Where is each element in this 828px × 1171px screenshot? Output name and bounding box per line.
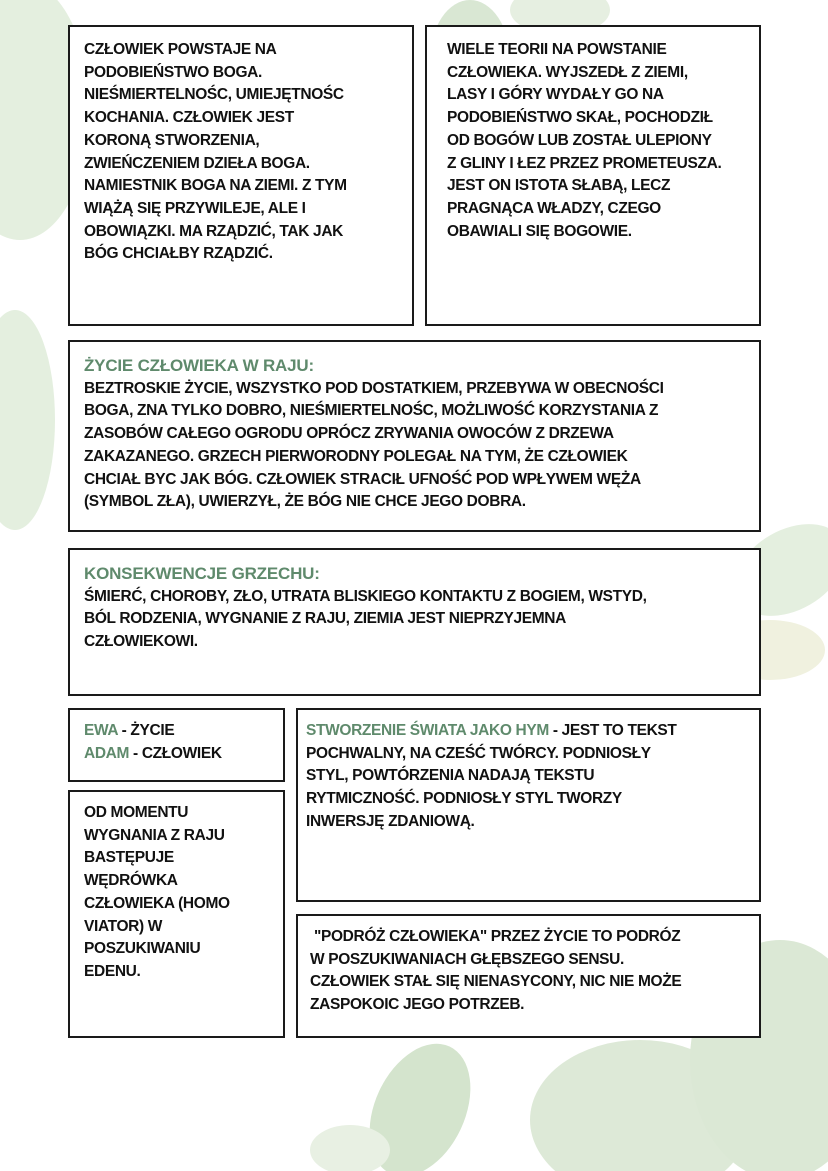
text-line: STYL, POWTÓRZENIA NADAJĄ TEKSTU (306, 767, 595, 785)
name-term: EWA (84, 722, 118, 739)
text-line: ZASPOKOIC JEGO POTRZEB. (310, 996, 525, 1014)
text-line: CZŁOWIEK POWSTAJE NA (84, 41, 277, 58)
name-meaning: CZŁOWIEK (141, 744, 222, 762)
text-line: PODOBIEŃSTWO SKAŁ, POCHODZIŁ (447, 109, 713, 127)
text-line (306, 720, 759, 743)
section-heading: ŻYCIE CZŁOWIEKA W RAJU: (84, 356, 314, 375)
text-line: CZŁOWIEKA. WYJSZEDŁ Z ZIEMI, (447, 63, 688, 81)
text-line: OD BOGÓW LUB ZOSTAŁ ULEPIONY (447, 131, 712, 149)
text-line: ZAKAZANEGO. GRZECH PIERWORODNY POLEGAŁ NA TYM, ŻE CZŁOWIEK (84, 447, 628, 465)
text-line: EDENU. (84, 962, 141, 980)
hymn-box (296, 708, 761, 902)
text-line: CZŁOWIEK STAŁ SIĘ NIENASYCONY, NIC NIE MOŻE (310, 973, 682, 991)
separator: - (129, 744, 142, 762)
text-line: NAMIESTNIK BOGA NA ZIEMI. Z TYM (84, 177, 347, 195)
text-line: (SYMBOL ZŁA), UWIERZYŁ, ŻE BÓG NIE CHCE JEGO DOBRA. (84, 493, 526, 511)
text-line: BASTĘPUJE (84, 849, 174, 867)
text-line: WIELE TEORII NA POWSTANIE (447, 41, 667, 58)
text-line: BEZTROSKIE ŻYCIE, WSZYSTKO POD DOSTATKIEM, PRZEBYWA W OBECNOŚCI (84, 379, 664, 397)
text-line: Z GLINY I ŁEZ PRZEZ PROMETEUSZA. (447, 154, 722, 172)
text-line: OBOWIĄZKI. MA RZĄDZIĆ, TAK JAK (84, 222, 344, 240)
text-line: PODOBIEŃSTWO BOGA. (84, 63, 262, 81)
text-line: BOGA, ZNA TYLKO DOBRO, NIEŚMIERTELNOŚC, MOŻLIWOŚĆ KORZYSTANIA Z (84, 402, 659, 420)
text-line: CZŁOWIEKA (HOMO (84, 894, 230, 912)
text-line: WYGNANIA Z RAJU (84, 826, 225, 844)
name-item (84, 720, 283, 743)
name-item (84, 743, 283, 766)
text-line: VIATOR) W (84, 917, 163, 935)
text-line: ŚMIERĆ, CHOROBY, ZŁO, UTRATA BLISKIEGO KONTAKTU Z BOGIEM, WSTYD, (84, 587, 647, 605)
text-line: WIĄŻĄ SIĘ PRZYWILEJE, ALE I (84, 199, 306, 217)
text-line: POSZUKIWANIU (84, 940, 201, 958)
text-line: CHCIAŁ BYC JAK BÓG. CZŁOWIEK STRACIŁ UFNOŚĆ POD WPŁYWEM WĘŻA (84, 470, 641, 488)
text-line: RYTMICZNOŚĆ. PODNIOSŁY STYL TWORZY (306, 790, 622, 808)
hymn-term: STWORZENIE ŚWIATA JAKO HYM (306, 722, 549, 739)
text-line: BÓL RODZENIA, WYGNANIE Z RAJU, ZIEMIA JEST NIEPRZYJEMNA (84, 610, 566, 628)
text-line: OD MOMENTU (84, 804, 189, 821)
text-line: "PODRÓŻ CZŁOWIEKA" PRZEZ ŻYCIE TO PODRÓZ (310, 928, 681, 945)
text-line: ZASOBÓW CAŁEGO OGRODU OPRÓCZ ZRYWANIA OWOCÓW Z DRZEWA (84, 425, 614, 443)
text-line: OBAWIALI SIĘ BOGOWIE. (447, 222, 632, 240)
text-line: WĘDRÓWKA (84, 872, 178, 890)
text-line: BÓG CHCIAŁBY RZĄDZIĆ. (84, 245, 273, 263)
name-term: ADAM (84, 744, 130, 762)
name-meaning: ŻYCIE (130, 722, 175, 739)
consequences-box (68, 548, 761, 696)
journey-box (296, 914, 761, 1038)
text-line: ZWIEŃCZENIEM DZIEŁA BOGA. (84, 154, 310, 172)
creation-bible-box (68, 25, 414, 326)
text-line: KORONĄ STWORZENIA, (84, 131, 260, 149)
text-line: NIEŚMIERTELNOŚC, UMIEJĘTNOŚC (84, 86, 344, 104)
text-line: INWERSJĘ ZDANIOWĄ. (306, 812, 475, 830)
text-line: CZŁOWIEKOWI. (84, 633, 198, 651)
exile-box (68, 790, 285, 1038)
text-line: POCHWALNY, NA CZEŚĆ TWÓRCY. PODNIOSŁY (306, 744, 651, 762)
names-box (68, 708, 285, 782)
hymn-definition-start: - JEST TO TEKST (548, 722, 677, 739)
theories-box (425, 25, 761, 326)
text-line: W POSZUKIWANIACH GŁĘBSZEGO SENSU. (310, 950, 624, 968)
separator: - (117, 722, 131, 739)
section-heading: KONSEKWENCJE GRZECHU: (84, 564, 320, 583)
paradise-box (68, 340, 761, 532)
text-line: PRAGNĄCA WŁADZY, CZEGO (447, 199, 661, 217)
text-line: JEST ON ISTOTA SŁABĄ, LECZ (447, 177, 671, 195)
text-line: LASY I GÓRY WYDAŁY GO NA (447, 86, 664, 104)
text-line: KOCHANIA. CZŁOWIEK JEST (84, 109, 294, 127)
